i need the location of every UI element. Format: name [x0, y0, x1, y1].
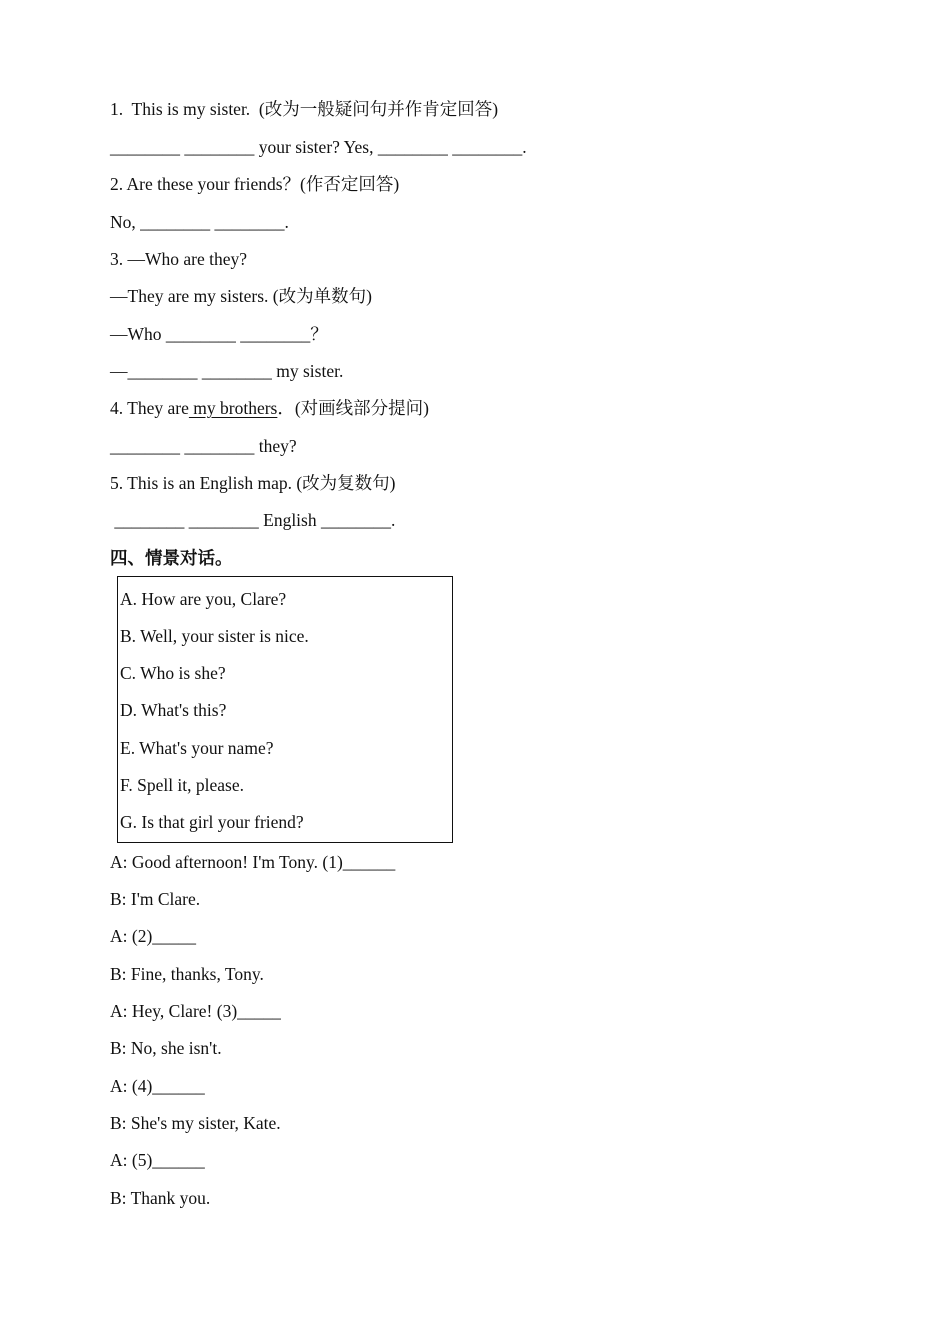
- dialogue-line-9: A: (5)______: [110, 1150, 205, 1170]
- dialogue-line-8: B: She's my sister, Kate.: [110, 1113, 281, 1133]
- q3-line-4: —________ ________ my sister.: [110, 361, 344, 381]
- q4-suffix: ．(对画线部分提问): [277, 398, 430, 418]
- q1-prompt: 1. This is my sister. (改为一般疑问句并作肯定回答): [110, 99, 499, 119]
- q4-answer-line: ________ ________ they?: [110, 436, 297, 456]
- option-a: A. How are you, Clare?: [120, 589, 287, 609]
- q3-prompt: 3. —Who are they?: [110, 249, 248, 269]
- option-g: G. Is that girl your friend?: [120, 812, 304, 832]
- q1-answer-line: ________ ________ your sister? Yes, ________ ________.: [110, 137, 527, 157]
- q4-prefix: 4. They are: [110, 398, 189, 418]
- section4-heading: 四、情景对话。: [110, 548, 233, 568]
- q3-line-3: —Who ________ ________？: [110, 324, 328, 344]
- option-e: E. What's your name?: [120, 738, 274, 758]
- q5-answer-line: ________ ________ English ________.: [110, 510, 396, 530]
- dialogue-line-3: A: (2)_____: [110, 926, 197, 946]
- dialogue-line-1: A: Good afternoon! I'm Tony. (1)______: [110, 852, 396, 872]
- dialogue-line-7: A: (4)______: [110, 1076, 205, 1096]
- dialogue-line-4: B: Fine, thanks, Tony.: [110, 964, 264, 984]
- dialogue-line-6: B: No, she isn't.: [110, 1038, 222, 1058]
- options-box: [117, 576, 453, 843]
- option-d: D. What's this?: [120, 700, 227, 720]
- dialogue-line-5: A: Hey, Clare! (3)_____: [110, 1001, 281, 1021]
- option-c: C. Who is she?: [120, 663, 226, 683]
- option-b: B. Well, your sister is nice.: [120, 626, 309, 646]
- dialogue-line-10: B: Thank you.: [110, 1188, 211, 1208]
- q2-answer-line: No, ________ ________.: [110, 212, 289, 232]
- option-f: F. Spell it, please.: [120, 775, 245, 795]
- q4-prompt: [110, 397, 429, 419]
- q5-prompt: 5. This is an English map. (改为复数句): [110, 473, 396, 493]
- q3-line-2: —They are my sisters. (改为单数句): [110, 286, 372, 306]
- dialogue-line-2: B: I'm Clare.: [110, 889, 201, 909]
- q2-prompt: 2. Are these your friends？(作否定回答): [110, 174, 400, 194]
- q4-underlined-phrase: my brothers: [188, 398, 278, 418]
